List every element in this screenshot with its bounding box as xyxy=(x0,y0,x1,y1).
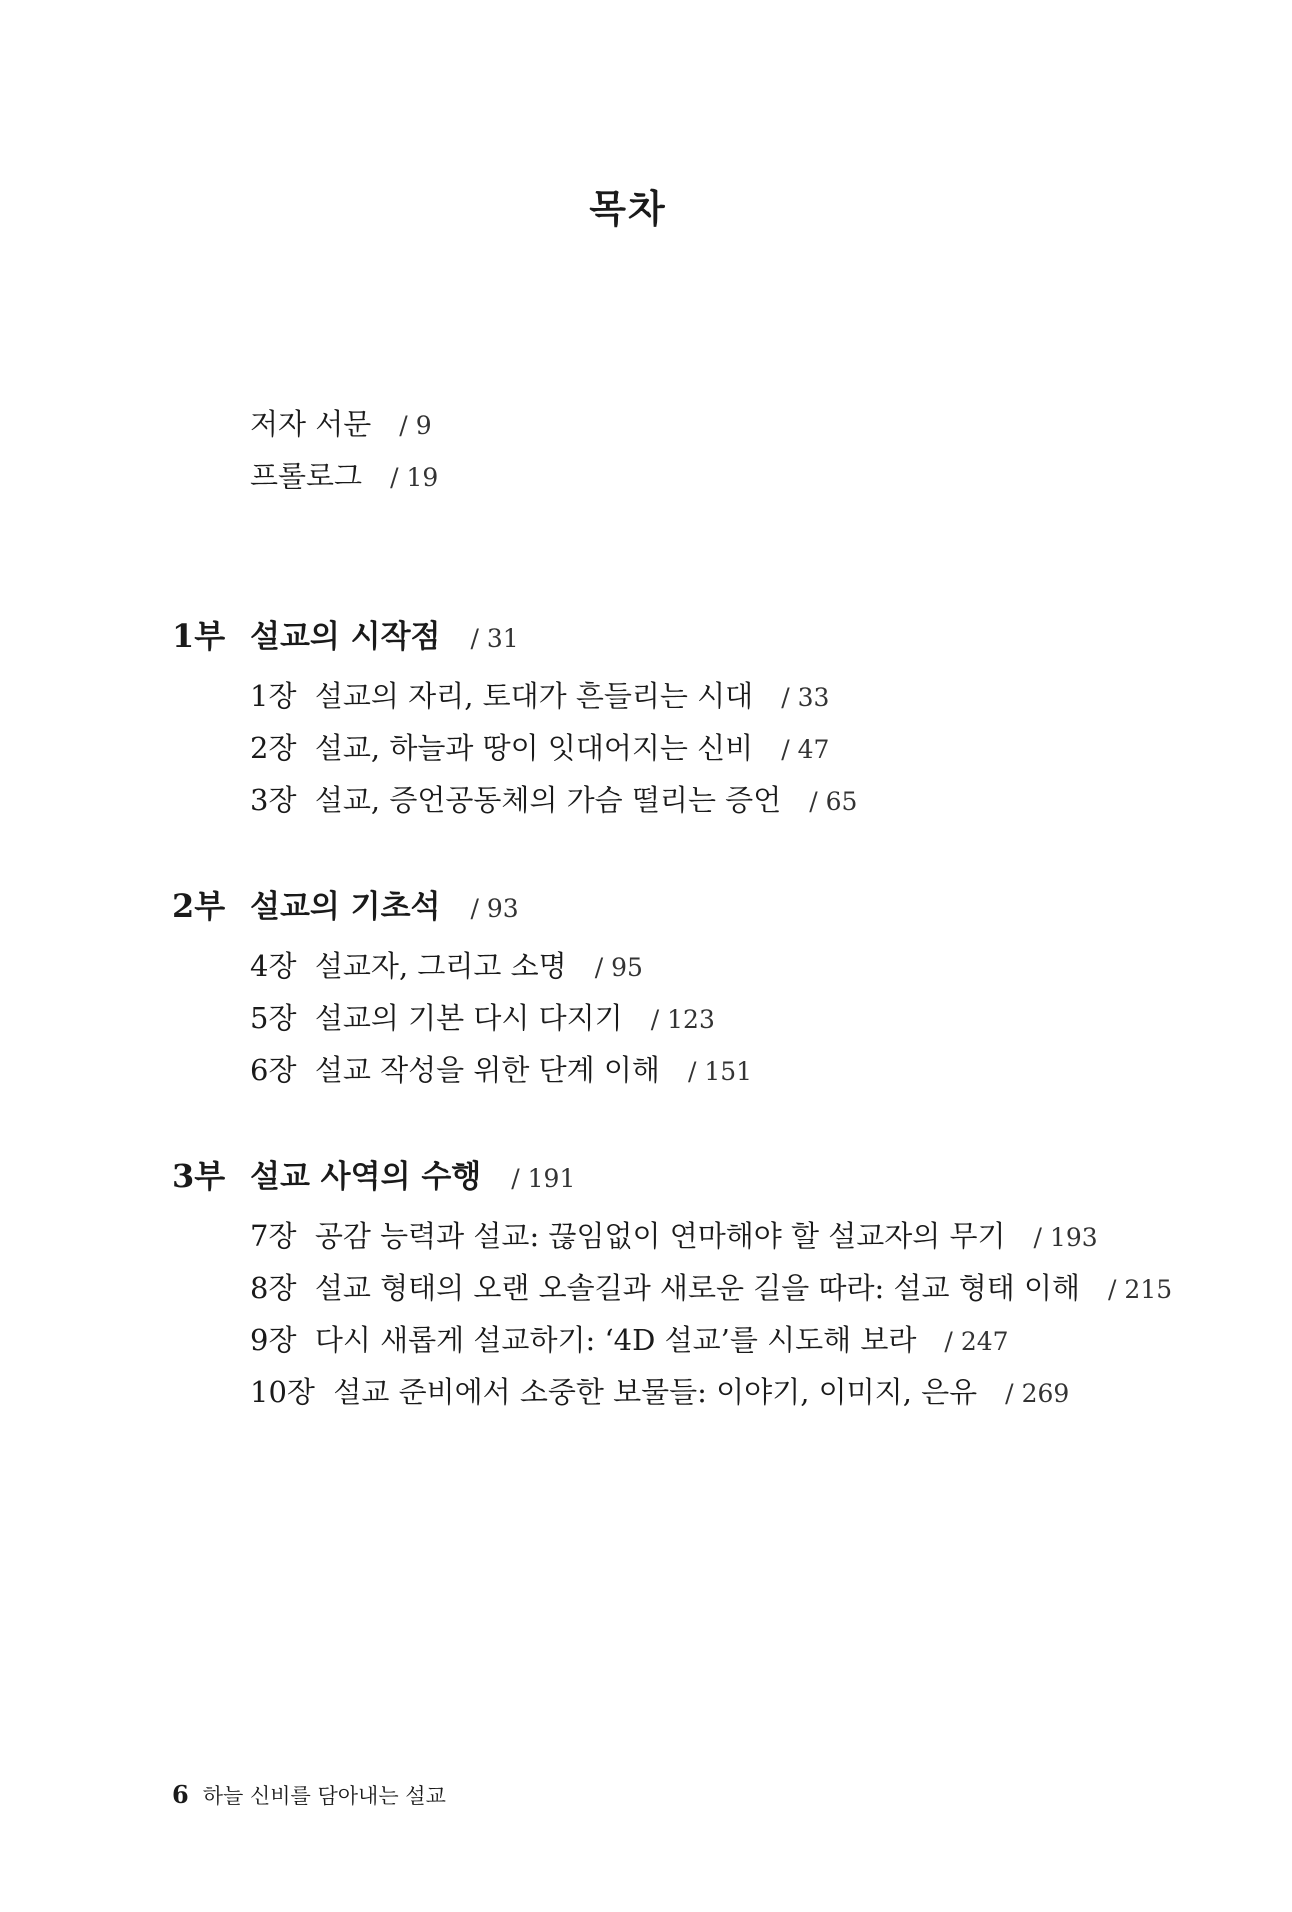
chapter-number: 4장 xyxy=(250,949,297,983)
part-title: 설교의 시작점 xyxy=(250,619,441,655)
part-number: 1부 xyxy=(172,617,226,655)
chapter-page: / 65 xyxy=(809,787,858,816)
chapter-title: 공감 능력과 설교: 끊임없이 연마해야 할 설교자의 무기 xyxy=(314,1219,1006,1253)
chapter-page: / 33 xyxy=(781,683,830,712)
toc-chapter-10[interactable] xyxy=(250,1372,1069,1414)
toc-chapter-9[interactable] xyxy=(250,1320,1009,1362)
toc-chapter-7[interactable] xyxy=(250,1216,1098,1258)
entry-title: 프롤로그 xyxy=(250,459,363,493)
part-page: / 191 xyxy=(511,1164,576,1193)
entry-page: / 9 xyxy=(399,411,432,440)
chapter-title: 설교 작성을 위한 단계 이해 xyxy=(314,1053,660,1087)
running-title: 하늘 신비를 담아내는 설교 xyxy=(202,1784,446,1808)
chapter-page: / 215 xyxy=(1107,1275,1173,1304)
chapter-number: 7장 xyxy=(250,1219,297,1253)
chapter-page: / 123 xyxy=(650,1005,715,1034)
chapter-page: / 151 xyxy=(687,1057,753,1086)
part-page: / 31 xyxy=(470,624,519,653)
chapter-title: 설교 형태의 오랜 오솔길과 새로운 길을 따라: 설교 형태 이해 xyxy=(314,1271,1080,1305)
toc-part-3[interactable] xyxy=(172,1154,575,1204)
chapter-page: / 193 xyxy=(1033,1223,1098,1252)
part-page: / 93 xyxy=(470,894,519,923)
toc-part-1[interactable] xyxy=(172,614,519,664)
toc-chapter-5[interactable] xyxy=(250,998,715,1040)
chapter-number: 9장 xyxy=(250,1323,297,1357)
chapter-page: / 95 xyxy=(594,953,643,982)
chapter-number: 8장 xyxy=(250,1271,297,1305)
chapter-number: 6장 xyxy=(250,1053,297,1087)
part-number: 3부 xyxy=(172,1157,226,1195)
toc-entry-preface[interactable] xyxy=(250,404,432,446)
part-title: 설교 사역의 수행 xyxy=(250,1159,482,1195)
chapter-title: 설교 준비에서 소중한 보물들: 이야기, 이미지, 은유 xyxy=(333,1375,978,1409)
chapter-number: 1장 xyxy=(250,679,297,713)
toc-chapter-6[interactable] xyxy=(250,1050,752,1092)
toc-chapter-1[interactable] xyxy=(250,676,829,718)
chapter-number: 10장 xyxy=(250,1375,315,1409)
toc-chapter-3[interactable] xyxy=(250,780,857,822)
page-number: 6 xyxy=(172,1780,189,1809)
toc-part-2[interactable] xyxy=(172,884,519,934)
chapter-title: 설교의 기본 다시 다지기 xyxy=(314,1001,623,1035)
chapter-number: 2장 xyxy=(250,731,297,765)
part-title: 설교의 기초석 xyxy=(250,889,441,925)
page-title: 목차 xyxy=(589,187,667,231)
chapter-title: 설교자, 그리고 소명 xyxy=(314,949,567,983)
toc-chapter-2[interactable] xyxy=(250,728,829,770)
chapter-number: 5장 xyxy=(250,1001,297,1035)
part-number: 2부 xyxy=(172,887,226,925)
chapter-title: 다시 새롭게 설교하기: ‘4D 설교’를 시도해 보라 xyxy=(314,1323,917,1357)
chapter-page: / 247 xyxy=(944,1327,1009,1356)
chapter-number: 3장 xyxy=(250,783,297,817)
toc-chapter-4[interactable] xyxy=(250,946,643,988)
entry-page: / 19 xyxy=(390,463,439,492)
toc-entry-prologue[interactable] xyxy=(250,456,438,498)
chapter-page: / 269 xyxy=(1005,1379,1070,1408)
chapter-title: 설교, 증언공동체의 가슴 떨리는 증언 xyxy=(314,783,782,817)
chapter-title: 설교, 하늘과 땅이 잇대어지는 신비 xyxy=(314,731,754,765)
entry-title: 저자 서문 xyxy=(250,407,372,441)
toc-chapter-8[interactable] xyxy=(250,1268,1172,1310)
chapter-title: 설교의 자리, 토대가 흔들리는 시대 xyxy=(314,679,754,713)
page-footer xyxy=(172,1780,446,1810)
chapter-page: / 47 xyxy=(781,735,830,764)
